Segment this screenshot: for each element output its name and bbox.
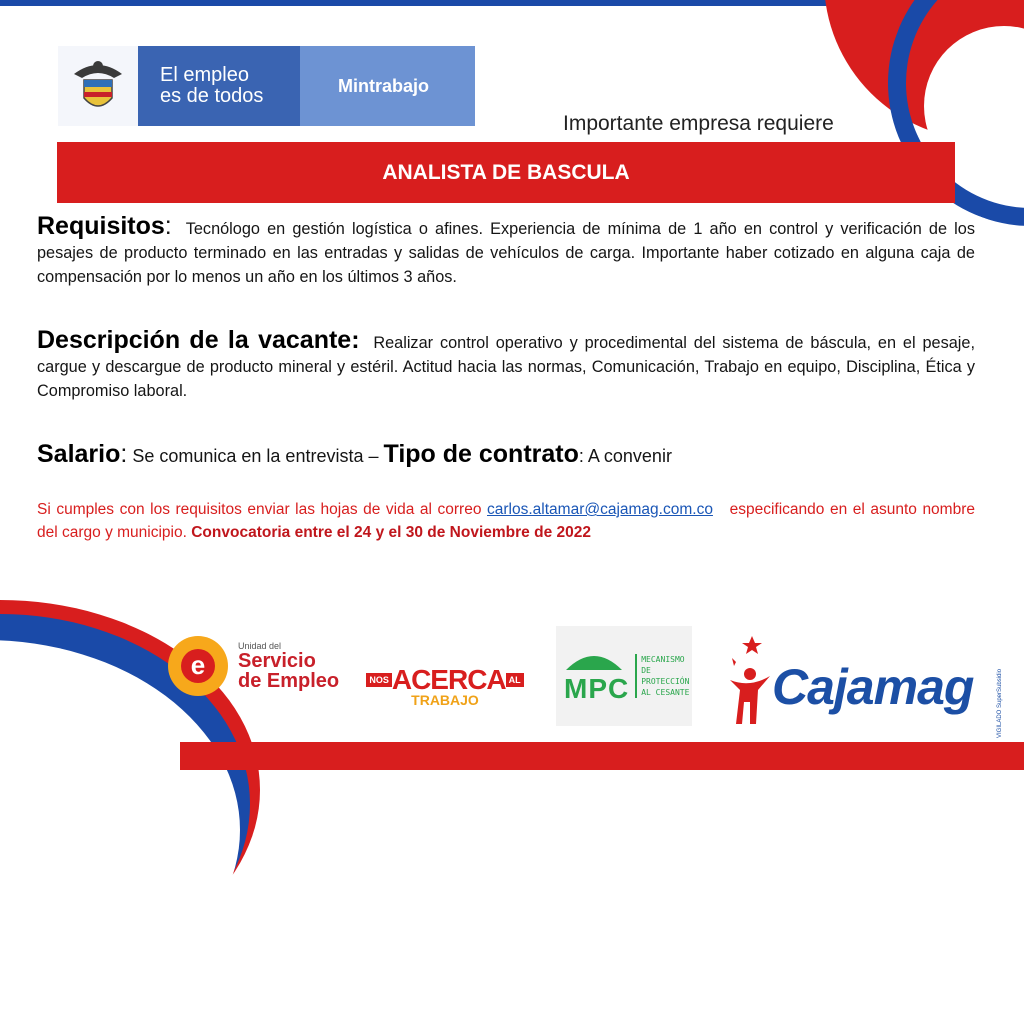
mintrabajo-logo [58, 46, 475, 126]
salario-section [37, 440, 672, 469]
requisitos-label: Requisitos [37, 212, 165, 240]
logo-slogan-line1: El empleo [160, 64, 249, 86]
descripcion-section [37, 328, 975, 403]
top-white-band [0, 6, 860, 26]
info-prefix: Si cumples con los requisitos enviar las hojas de vida al correo [37, 501, 482, 518]
contract-label: Tipo de contrato [383, 440, 579, 468]
requisitos-text: Tecnólogo en gestión logística o afines. Experiencia de mínima de 1 año en control y verificación de los pesajes de producto terminado en las entradas y salidas de vehículos de carga. Importante haber cotizado en alguna caja de compensación por lo menos un año en los últimos 3 años. [37, 220, 975, 286]
logo-slogan-line2: es de todos [160, 85, 264, 107]
servicio-empleo-e-icon [168, 636, 228, 696]
job-title: ANALISTA DE BASCULA [382, 160, 630, 184]
logo-ministry: Mintrabajo [300, 46, 475, 126]
cajamag-logo [722, 628, 1012, 738]
servicio-empleo-logo [168, 636, 339, 696]
vigilado-text: VIGILADO SuperSubsidio [997, 668, 1003, 738]
svg-text:e: e [190, 650, 206, 680]
acerca-al: AL [506, 673, 524, 687]
servicio-small: Unidad del [238, 641, 282, 651]
cajamag-word: Cajamag [772, 659, 974, 715]
company-text: Importante empresa requiere [563, 112, 834, 135]
requisitos-colon: : [164, 212, 172, 240]
info-dates: Convocatoria entre el 24 y el 30 de Noviembre de 2022 [191, 524, 591, 541]
bottom-red-bar [180, 742, 1024, 770]
servicio-line2: de Empleo [238, 670, 340, 692]
mpc-letters: MPC [564, 672, 630, 704]
mpc-line1: MECANISMO DE [641, 655, 685, 675]
descripcion-text: Realizar control operativo y procedimental del sistema de báscula, en el pesaje, cargue y descargue de producto mineral y estéril. Actitud hacia las normas, Comunicación, Trabajo en equipo, Disciplina, Ética y Compromiso laboral. [37, 334, 975, 400]
logo-slogan [138, 46, 300, 126]
servicio-line1: Servicio [238, 650, 316, 672]
colombia-seal-icon [58, 46, 138, 126]
salario-text: Se comunica en la entrevista – [132, 446, 379, 466]
job-title-banner [57, 142, 955, 203]
mpc-line2: PROTECCIÓN [641, 677, 690, 686]
umbrella-icon [564, 650, 624, 670]
application-info [37, 498, 975, 544]
salario-colon: : [120, 440, 128, 468]
mpc-line3: AL CESANTE [641, 688, 690, 697]
acerca-nos: NOS [366, 673, 392, 687]
email-link[interactable]: carlos.altamar@cajamag.com.co [487, 501, 713, 518]
mpc-logo [556, 626, 692, 726]
nos-acerca-logo [366, 664, 524, 708]
descripcion-label: Descripción de la vacante: [37, 326, 360, 354]
acerca-word: ACERCA [391, 664, 506, 695]
acerca-trabajo: TRABAJO [411, 692, 479, 708]
salario-label: Salario [37, 440, 121, 468]
cajamag-figure-icon [722, 632, 772, 732]
contract-text: : A convenir [578, 446, 672, 466]
info-middle: especificando en el asunto nombre del cargo y municipio. [37, 501, 975, 541]
requisitos-section [37, 214, 975, 289]
